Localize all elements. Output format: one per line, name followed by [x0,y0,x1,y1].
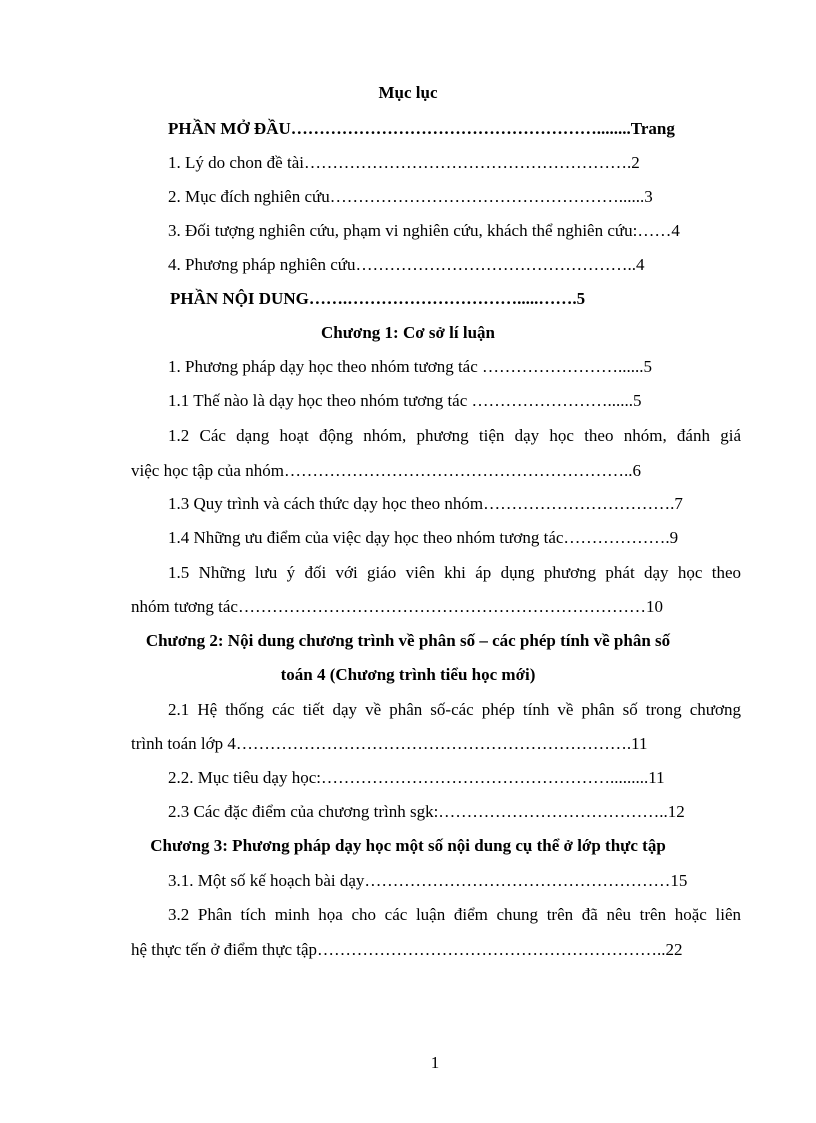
page-number: 1 [430,1053,440,1072]
toc-entry-muc-2-3: 2.3 Các đặc điểm của chương trình sgk:…………………………………..12 [168,802,685,821]
toc-chapter-1-heading: Chương 1: Cơ sở lí luận [320,323,495,342]
toc-entry-muc-1-4: 1.4 Những ưu điểm của việc dạy học theo nhóm tương tác……………….9 [168,528,679,547]
toc-entry-phan-noi-dung: PHẦN NỘI DUNG…….………………………….....…….5 [170,289,586,308]
toc-entry-muc-3-2-line2: hệ thực tến ở điểm thực tập……………………………………………………..22 [131,940,683,959]
toc-chapter-2-heading-line1: Chương 2: Nội dung chương trình về phân số – các phép tính về phân số [145,631,671,650]
toc-entry-phan-mo-dau: PHẦN MỞ ĐẦU………………………………………………........Trang [168,119,675,138]
toc-entry-muc-2-1-line1: 2.1 Hệ thống các tiết dạy về phân số-các phép tính về phân số trong chương [168,700,741,719]
toc-entry-muc-dich: 2. Mục đích nghiên cứu……………………………………………......3 [168,187,653,206]
toc-entry-muc-2-1-line2: trình toán lớp 4…………………………………………………………….11 [131,734,648,753]
toc-entry-muc-1: 1. Phương pháp dạy học theo nhóm tương tác ……………………......5 [168,357,653,376]
toc-entry-muc-1-3: 1.3 Quy trình và cách thức dạy học theo nhóm…………………………….7 [168,494,683,513]
toc-entry-muc-3-2-line1: 3.2 Phân tích minh họa cho các luận điểm chung trên đã nêu trên hoặc liên [168,905,741,924]
toc-entry-muc-1-2-line2: việc học tập của nhóm……………………………………………………..6 [131,461,641,480]
toc-entry-phuong-phap: 4. Phương pháp nghiên cứu…………………………………………..4 [168,255,645,274]
toc-entry-muc-3-1: 3.1. Một số kế hoạch bài dạy………………………………………………15 [168,871,688,890]
toc-entry-muc-1-2-line1: 1.2 Các dạng hoạt động nhóm, phương tiện dạy học theo nhóm, đánh giá [168,426,741,445]
toc-entry-muc-2-2: 2.2. Mục tiêu dạy học:…………………………………………….........11 [168,768,665,787]
toc-entry-ly-do: 1. Lý do chon đề tài………………………………………………….2 [168,153,640,172]
toc-entry-doi-tuong: 3. Đối tượng nghiên cứu, phạm vi nghiên cứu, khách thể nghiên cứu:……4 [168,221,680,240]
toc-entry-muc-1-5-line2: nhóm tương tác………………………………………………………………10 [131,597,663,616]
toc-entry-muc-1-1: 1.1 Thế nào là dạy học theo nhóm tương tác ……………………......5 [168,391,642,410]
toc-entry-muc-1-5-line1: 1.5 Những lưu ý đối với giáo viên khi áp dụng phương phát dạy học theo [168,563,741,582]
toc-chapter-3-heading: Chương 3: Phương pháp dạy học một số nội dung cụ thể ở lớp thực tập [150,836,666,855]
toc-title: Mục lục [378,83,438,102]
toc-chapter-2-heading-line2: toán 4 (Chương trình tiểu học mới) [280,665,536,684]
